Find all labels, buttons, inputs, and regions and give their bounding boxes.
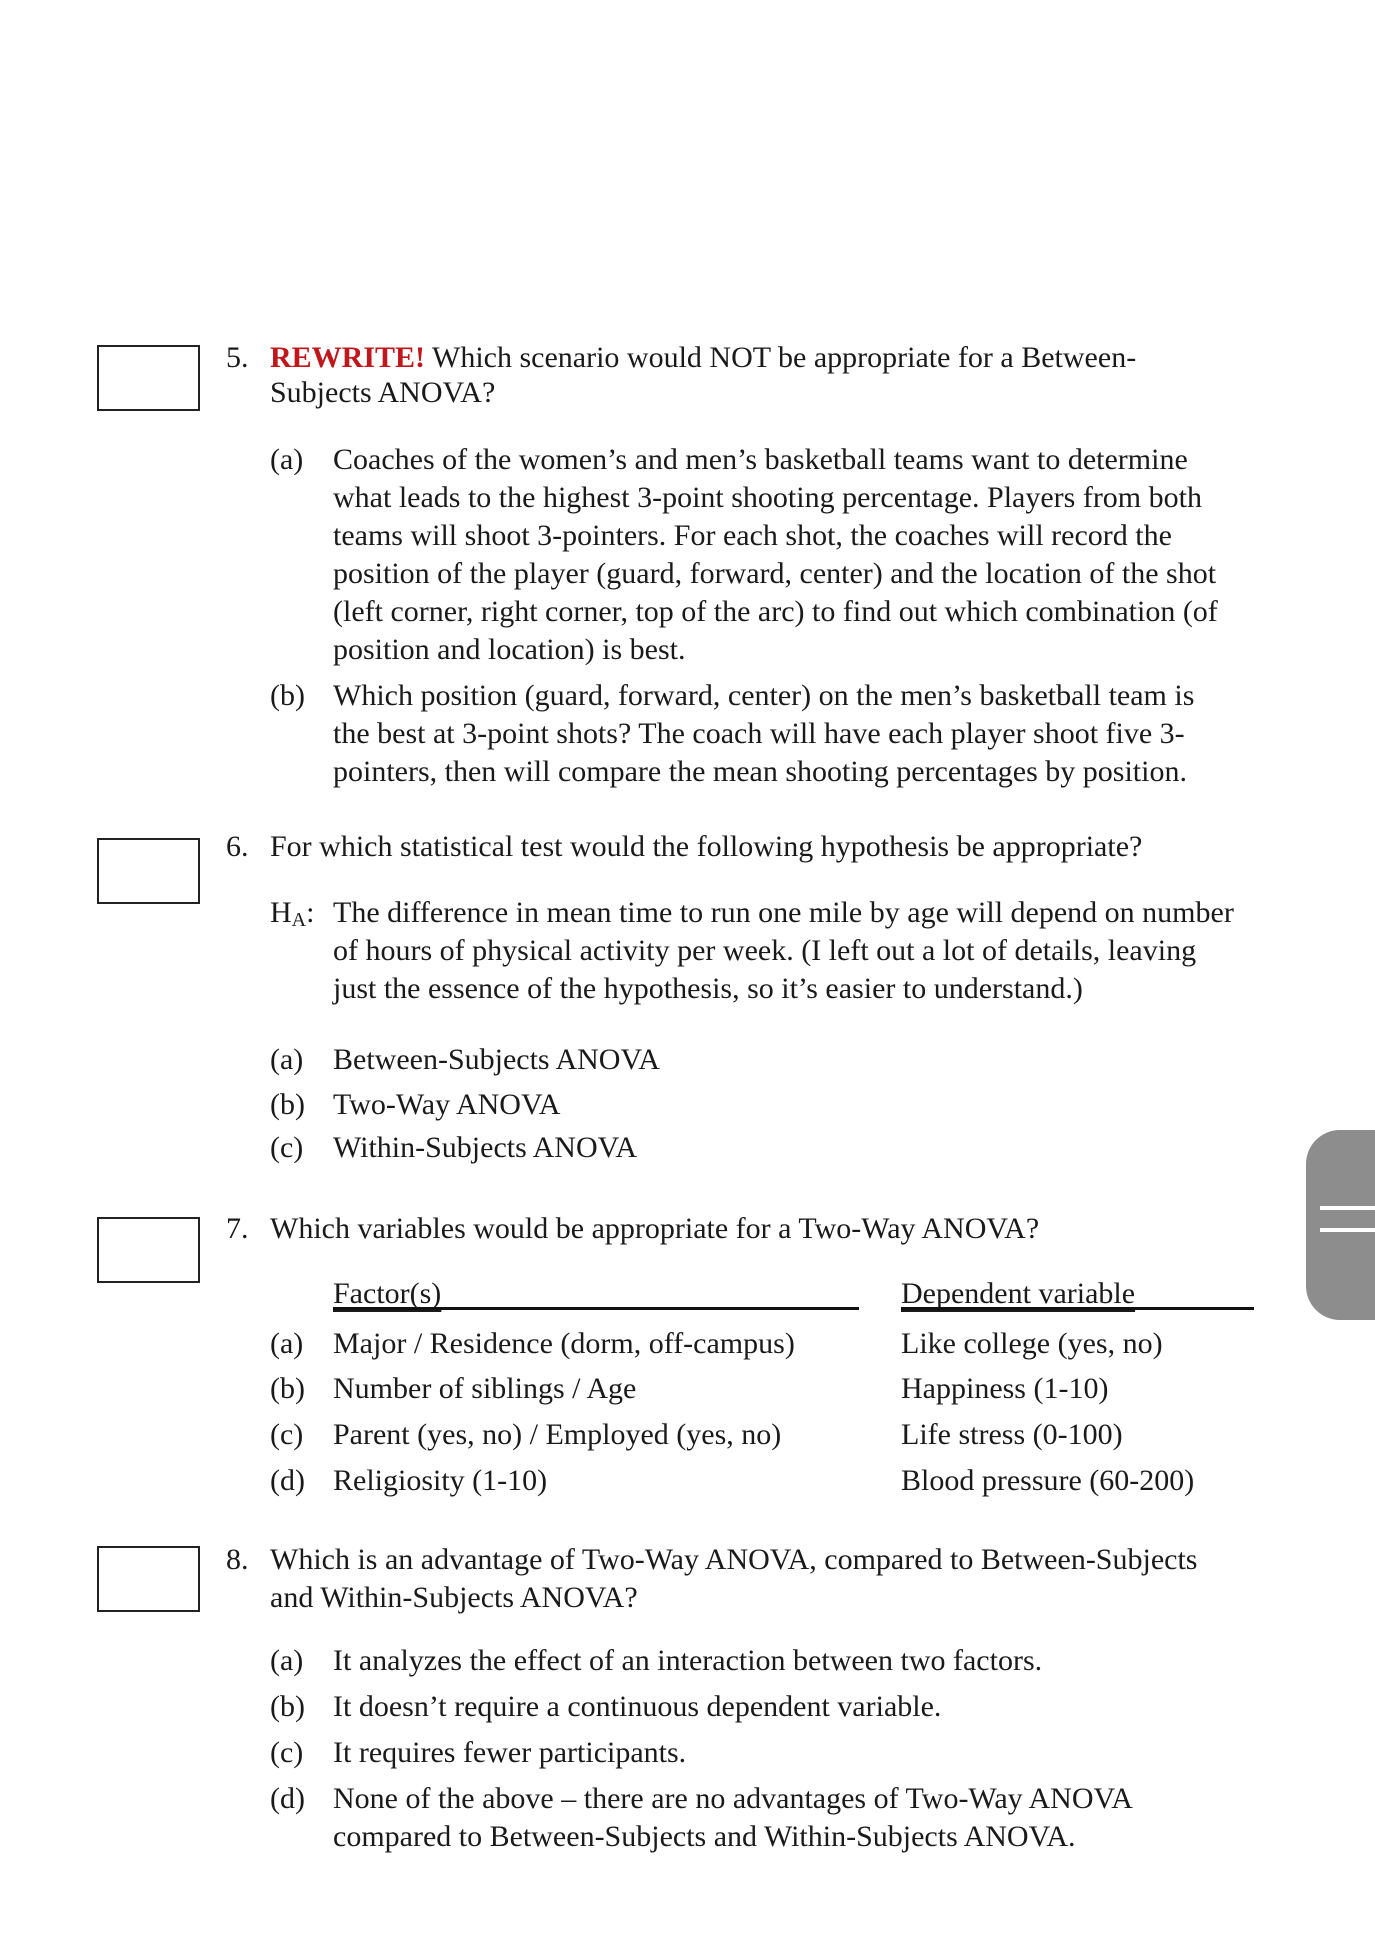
question-number: 8. <box>226 1543 249 1576</box>
option-line: pointers, then will compare the mean shooting percentages by position. <box>333 755 1187 788</box>
hypothesis-label <box>270 894 314 939</box>
question-5-line1: Which scenario would NOT be appropriate for a Between- <box>432 341 1137 374</box>
factor-underline <box>333 1307 859 1310</box>
q6-option-c[interactable]: Within-Subjects ANOVA <box>333 1131 638 1164</box>
dv-underline <box>901 1307 1254 1310</box>
option-label: (c) <box>270 1736 304 1769</box>
q6-option-a[interactable]: Between-Subjects ANOVA <box>333 1043 660 1076</box>
q7-option-a-factor[interactable]: Major / Residence (dorm, off-campus) <box>333 1327 795 1360</box>
q8-option-c[interactable]: It requires fewer participants. <box>333 1736 687 1769</box>
option-label: (a) <box>270 1644 304 1677</box>
option-line: what leads to the highest 3-point shooting percentage. Players from both <box>333 481 1202 514</box>
question-number: 6. <box>226 830 249 863</box>
question-5-line2: Subjects ANOVA? <box>270 376 496 409</box>
hypothesis-line: The difference in mean time to run one mile by age will depend on number <box>333 896 1234 929</box>
option-label: (a) <box>270 1043 304 1076</box>
question-8-line2: and Within-Subjects ANOVA? <box>270 1581 638 1614</box>
q7-option-c-dv: Life stress (0-100) <box>901 1418 1123 1451</box>
option-label: (c) <box>270 1131 304 1164</box>
q7-option-b-dv: Happiness (1-10) <box>901 1372 1109 1405</box>
option-line: position and location) is best. <box>333 633 686 666</box>
hypothesis-text <box>333 894 1318 1008</box>
column-header-dv: Dependent variable <box>901 1277 1136 1310</box>
option-label: (d) <box>270 1782 305 1815</box>
option-line: the best at 3-point shots? The coach will have each player shoot five 3- <box>333 717 1185 750</box>
q5-option-b[interactable] <box>333 677 1318 791</box>
answer-box-q8[interactable] <box>97 1546 200 1612</box>
answer-box-q7[interactable] <box>97 1217 200 1283</box>
option-line: None of the above – there are no advantages of Two-Way ANOVA <box>333 1782 1133 1815</box>
q8-option-b[interactable]: It doesn’t require a continuous dependent variable. <box>333 1690 942 1723</box>
option-line: position of the player (guard, forward, center) and the location of the shot <box>333 557 1217 590</box>
answer-box-q5[interactable] <box>97 345 200 411</box>
q5-option-a[interactable] <box>333 441 1318 669</box>
option-label: (a) <box>270 1327 304 1360</box>
rewrite-flag: REWRITE! <box>270 341 426 374</box>
option-line: compared to Between-Subjects and Within-Subjects ANOVA. <box>333 1820 1076 1853</box>
column-header-factor: Factor(s) <box>333 1277 442 1310</box>
q7-option-d-dv: Blood pressure (60-200) <box>901 1464 1195 1497</box>
question-number: 7. <box>226 1212 249 1245</box>
hypothesis-colon: : <box>306 896 315 929</box>
option-line: (left corner, right corner, top of the arc) to find out which combination (of <box>333 595 1218 628</box>
question-7-text: Which variables would be appropriate for a Two-Way ANOVA? <box>270 1212 1040 1245</box>
q8-option-a[interactable]: It analyzes the effect of an interaction between two factors. <box>333 1644 1043 1677</box>
handle-grip-line <box>1320 1228 1375 1232</box>
hypothesis-line: of hours of physical activity per week. (I left out a lot of details, leaving <box>333 934 1197 967</box>
q8-option-d[interactable] <box>333 1780 1318 1856</box>
hypothesis-line: just the essence of the hypothesis, so it’s easier to understand.) <box>333 972 1083 1005</box>
option-label: (a) <box>270 443 304 476</box>
q7-option-c-factor[interactable]: Parent (yes, no) / Employed (yes, no) <box>333 1418 782 1451</box>
question-8-line1: Which is an advantage of Two-Way ANOVA, compared to Between-Subjects <box>270 1543 1198 1576</box>
option-label: (b) <box>270 679 305 712</box>
answer-box-q6[interactable] <box>97 838 200 904</box>
option-label: (b) <box>270 1372 305 1405</box>
option-label: (b) <box>270 1088 305 1121</box>
option-label: (b) <box>270 1690 305 1723</box>
q7-option-b-factor[interactable]: Number of siblings / Age <box>333 1372 637 1405</box>
side-drag-handle[interactable] <box>1306 1130 1375 1320</box>
question-5-text <box>270 339 1310 377</box>
hypothesis-h: H <box>270 896 292 929</box>
option-line: Coaches of the women’s and men’s basketball teams want to determine <box>333 443 1188 476</box>
question-6-text: For which statistical test would the following hypothesis be appropriate? <box>270 830 1143 863</box>
hypothesis-subscript: A <box>291 909 307 931</box>
option-label: (d) <box>270 1464 305 1497</box>
option-line: Which position (guard, forward, center) on the men’s basketball team is <box>333 679 1195 712</box>
question-number: 5. <box>226 341 249 374</box>
q7-option-a-dv: Like college (yes, no) <box>901 1327 1163 1360</box>
option-label: (c) <box>270 1418 304 1451</box>
handle-grip-line <box>1320 1206 1375 1210</box>
q7-option-d-factor[interactable]: Religiosity (1-10) <box>333 1464 548 1497</box>
q6-option-b[interactable]: Two-Way ANOVA <box>333 1088 561 1121</box>
option-line: teams will shoot 3-pointers. For each shot, the coaches will record the <box>333 519 1172 552</box>
